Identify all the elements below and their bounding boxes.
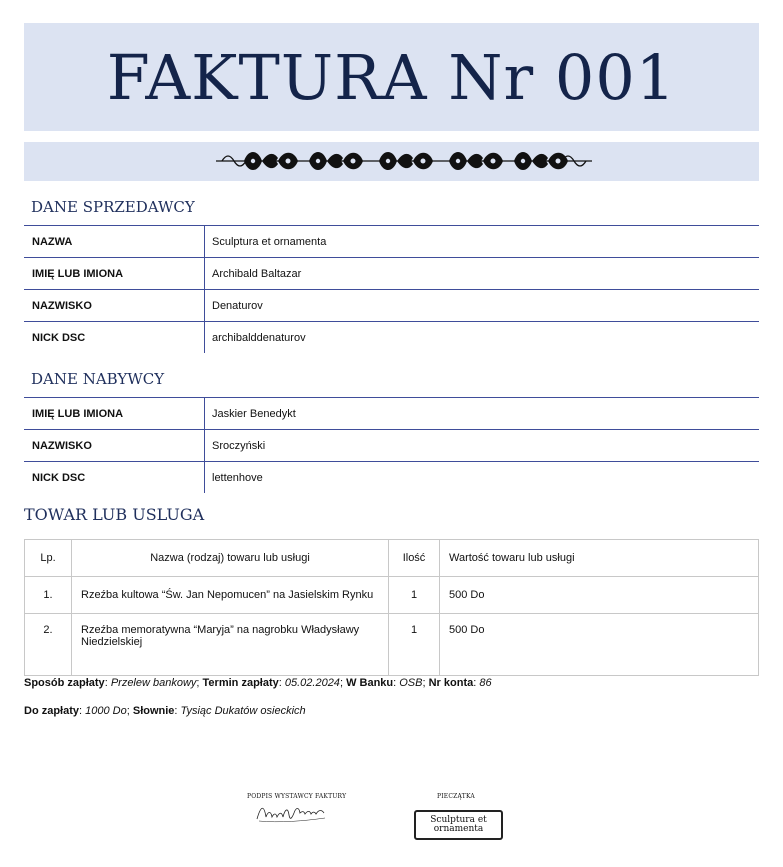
buyer-table [24, 397, 759, 493]
cell-value: 500 Do [440, 577, 759, 614]
table-row [24, 398, 759, 430]
table-header-row [25, 540, 759, 577]
row-value: archibalddenaturov [205, 322, 760, 354]
table-row [25, 614, 759, 676]
cell-qty: 1 [389, 614, 440, 676]
total-line: Do zapłaty: 1000 Do; Słownie: Tysiąc Dukatów osieckich [24, 705, 306, 717]
account-label: Nr konta [428, 677, 474, 689]
seller-table [24, 225, 759, 353]
row-label: NICK DSC [32, 471, 86, 484]
total-label: Do zapłaty [24, 705, 80, 717]
table-row [24, 226, 759, 258]
buyer-heading: DANE NABYWCY [31, 370, 165, 388]
bank-value: OSB [399, 677, 423, 689]
handwritten-signature [255, 803, 330, 825]
row-value: Sculptura et ornamenta [205, 226, 760, 258]
row-label: NAZWISKO [24, 290, 205, 322]
words-value: Tysiąc Dukatów osieckich [180, 705, 306, 717]
account-value: 86 [479, 677, 492, 689]
cell-name: Rzeźba memoratywna “Maryja” na nagrobku Władysławy Niedzielskiej [72, 614, 389, 676]
cell-qty: 1 [389, 577, 440, 614]
row-label: IMIĘ LUB IMIONA [24, 398, 205, 430]
table-row [24, 462, 759, 494]
column-header: Nazwa (rodzaj) towaru lub usługi [72, 540, 389, 577]
column-header: Lp. [25, 540, 72, 577]
payment-due-label: Termin zapłaty [202, 677, 279, 689]
goods-table [24, 539, 759, 676]
stamp-text: Sculptura et ornamenta [430, 815, 487, 834]
payment-due-value: 05.02.2024 [284, 677, 340, 689]
cell-lp: 1. [25, 577, 72, 614]
row-value: Archibald Baltazar [205, 258, 760, 290]
signature-label: PODPIS WYSTAWCY FAKTURY [247, 793, 347, 800]
table-row [24, 430, 759, 462]
table-row [24, 258, 759, 290]
cell-name: Rzeźba kultowa “Św. Jan Nepomucen” na Jasielskim Rynku [72, 577, 389, 614]
payment-method-label: Sposób zapłaty [24, 677, 105, 689]
row-label: NICK DSC [32, 331, 86, 344]
company-stamp [414, 810, 503, 840]
title-banner [24, 23, 759, 131]
row-label: NAZWA [24, 226, 205, 258]
payment-line: Sposób zapłaty: Przelew bankowy; Termin zapłaty: 05.02.2024; W Banku: OSB; Nr konta: 86 [24, 677, 492, 689]
ornament-flourish-icon [214, 148, 594, 174]
row-value: Sroczyński [205, 430, 760, 462]
cell-value: 500 Do [440, 614, 759, 676]
table-row [24, 322, 759, 354]
payment-method-value: Przelew bankowy [110, 677, 197, 689]
seller-heading: DANE SPRZEDAWCY [31, 198, 195, 216]
ornament-banner [24, 142, 759, 181]
cell-lp: 2. [25, 614, 72, 676]
words-label: Słownie [132, 705, 175, 717]
bank-label: W Banku [346, 677, 394, 689]
row-label: NAZWISKO [24, 430, 205, 462]
invoice-title: FAKTURA Nr 001 [106, 40, 677, 114]
column-header: Ilość [389, 540, 440, 577]
row-value: Jaskier Benedykt [205, 398, 760, 430]
total-value: 1000 Do [85, 705, 127, 717]
stamp-label: PIECZĄTKA [437, 793, 475, 800]
row-value: Denaturov [205, 290, 760, 322]
row-label: IMIĘ LUB IMIONA [24, 258, 205, 290]
row-value: lettenhove [205, 462, 760, 494]
table-row [25, 577, 759, 614]
goods-heading: TOWAR LUB USLUGA [24, 505, 205, 524]
table-row [24, 290, 759, 322]
column-header: Wartość towaru lub usługi [440, 540, 759, 577]
